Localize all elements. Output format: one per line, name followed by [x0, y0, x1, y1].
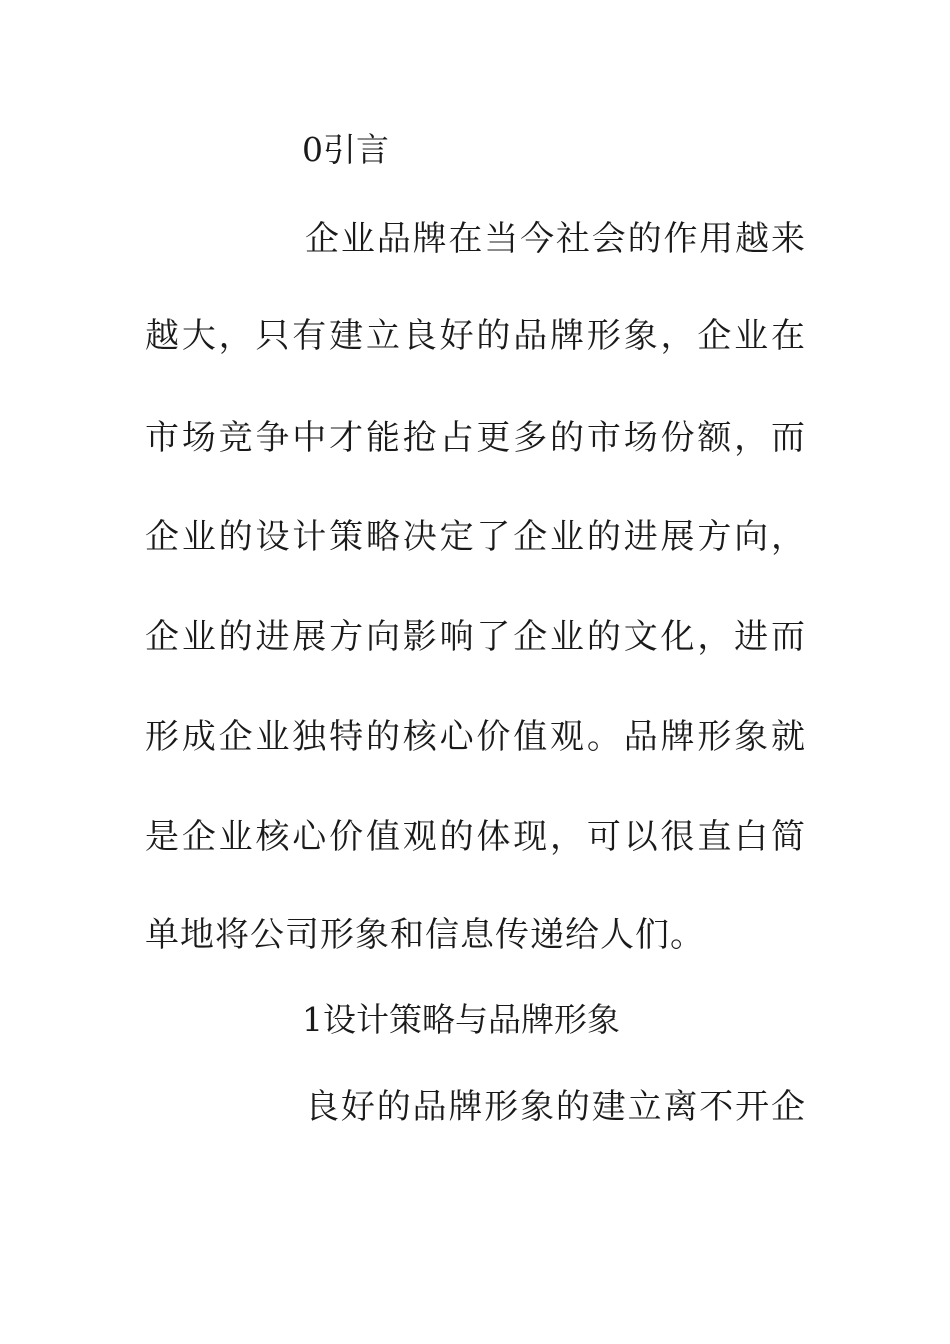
paragraph-line: 企业的进展方向影响了企业的文化，进而: [145, 617, 805, 657]
section-heading-design-strategy: 1设计策略与品牌形象: [302, 1000, 620, 1039]
paragraph-line: 是企业核心价值观的体现，可以很直白简: [145, 817, 805, 857]
paragraph-line: 越大，只有建立良好的品牌形象，企业在: [145, 316, 805, 356]
paragraph-line: 良好的品牌形象的建立离不开企: [305, 1087, 805, 1127]
section-heading-introduction: 0引言: [302, 130, 389, 169]
paragraph-line: 单地将公司形象和信息传递给人们。: [145, 915, 705, 955]
paragraph-line: 企业的设计策略决定了企业的进展方向，: [145, 517, 805, 557]
paragraph-line: 市场竞争中才能抢占更多的市场份额，而: [145, 418, 805, 458]
paragraph-line: 形成企业独特的核心价值观。品牌形象就: [145, 717, 805, 757]
paragraph-line: 企业品牌在当今社会的作用越来: [305, 219, 805, 259]
